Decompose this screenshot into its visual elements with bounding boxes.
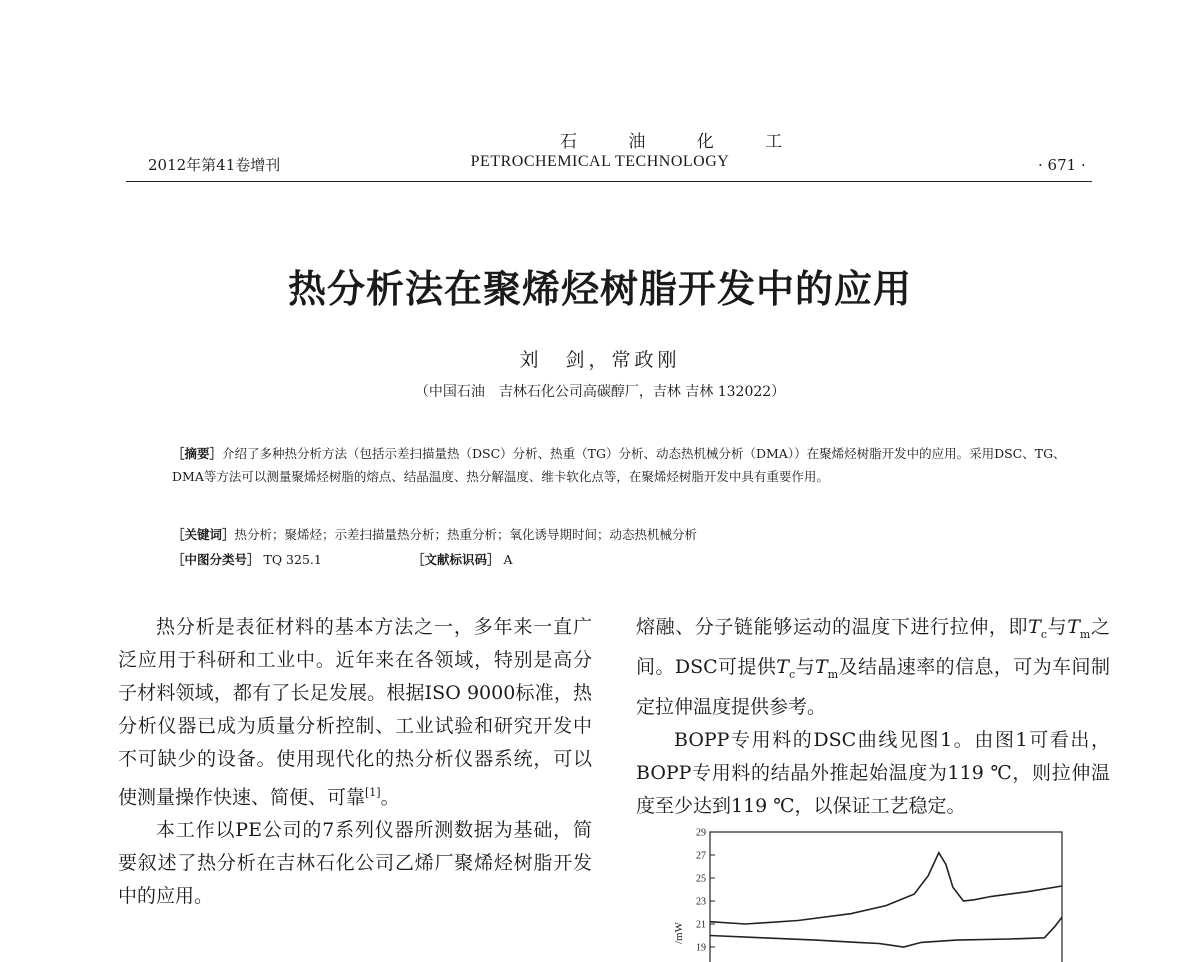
tm-sub: m bbox=[1079, 627, 1091, 641]
page-number: · 671 · bbox=[1038, 156, 1086, 174]
right-p1-b: 之间。DSC可提供 bbox=[636, 616, 1110, 678]
series-line-cooling bbox=[710, 853, 1062, 924]
keywords-text: 热分析；聚烯烃；示差扫描量热分析；热重分析；氧化诱导期时间；动态热机械分析 bbox=[234, 527, 698, 542]
tm-sub-2: m bbox=[827, 667, 839, 681]
abstract-text: 介绍了多种热分析方法（包括示差扫描量热（DSC）分析、热重（TG）分析、动态热机械分析（DMA））在聚烯烃树脂开发中的应用。采用DSC、TG、DMA等方法可以测量聚烯烃树脂的熔点、结晶温度、热分解温度、维卡软化点等，在聚烯烃树脂开发中具有重要作用。 bbox=[172, 446, 1066, 484]
y-tick-label: 27 bbox=[696, 850, 706, 862]
left-paragraph-1 bbox=[118, 611, 592, 814]
keywords-label: ［关键词］ bbox=[172, 527, 235, 542]
abstract bbox=[172, 442, 1072, 488]
journal-title-cn: 石 油 化 工 bbox=[560, 132, 806, 152]
tc-symbol-2: T bbox=[776, 655, 789, 678]
y-tick-label: 25 bbox=[696, 873, 706, 885]
issue-label: 2012年第41卷增刊 bbox=[148, 156, 281, 174]
classification bbox=[172, 550, 322, 568]
y-tick-label: 23 bbox=[696, 896, 706, 908]
y-axis-label: /mW bbox=[673, 922, 685, 944]
dsc-chart bbox=[672, 822, 1072, 962]
left-paragraph-2: 本工作以PE公司的7系列仪器所测数据为基础，简要叙述了热分析在吉林石化公司乙烯厂聚烯烃树脂开发中的应用。 bbox=[118, 819, 592, 908]
y-tick-label: 29 bbox=[696, 827, 706, 839]
doc-code-label: ［文献标识码］ bbox=[412, 552, 500, 567]
left-p1-text: 热分析是表征材料的基本方法之一，多年来一直广泛应用于科研和工业中。近年来在各领域，特别是高分子材料领域，都有了长足发展。根据ISO 9000标准，热分析仪器已成为质量分析控制、工业试验和研究开发中不可缺少的设备。使用现代化的热分析仪器系统，可以使测量操作快速、简便、可靠 bbox=[118, 616, 592, 809]
doc-code-text: A bbox=[503, 552, 513, 567]
right-column bbox=[636, 611, 1110, 823]
left-column bbox=[118, 611, 592, 913]
left-p1-end: 。 bbox=[380, 786, 400, 809]
right-p1-a: 熔融、分子链能够运动的温度下进行拉伸，即 bbox=[636, 616, 1029, 638]
tm-symbol: T bbox=[1067, 616, 1080, 638]
and-1: 与 bbox=[1047, 616, 1068, 638]
right-paragraph-1 bbox=[636, 611, 1110, 724]
tm-symbol-2: T bbox=[815, 655, 828, 678]
authors: 刘 剑，常政刚 bbox=[519, 349, 681, 371]
citation-ref: [1] bbox=[365, 786, 381, 799]
classification-label: ［中图分类号］ bbox=[172, 552, 260, 567]
series-line-heating bbox=[710, 917, 1062, 947]
paper-title: 热分析法在聚烯烃树脂开发中的应用 bbox=[287, 267, 912, 311]
right-paragraph-2: BOPP专用料的DSC曲线见图1。由图1可看出，BOPP专用料的结晶外推起始温度为119 ℃，则拉伸温度至少达到119 ℃，以保证工艺稳定。 bbox=[636, 728, 1110, 817]
y-tick-label: 21 bbox=[696, 919, 706, 931]
journal-title-en: PETROCHEMICAL TECHNOLOGY bbox=[470, 153, 730, 170]
keywords bbox=[172, 525, 697, 543]
right-p1-c: 及结晶速率的信息，可为车间制定拉伸温度提供参考。 bbox=[636, 655, 1110, 718]
plot-frame bbox=[710, 832, 1062, 962]
tc-sub-2: c bbox=[788, 667, 796, 681]
affiliation: （中国石油 吉林石化公司高碳醇厂，吉林 吉林 132022） bbox=[414, 384, 786, 400]
abstract-label: ［摘要］ bbox=[172, 446, 223, 461]
classification-text: TQ 325.1 bbox=[263, 552, 322, 567]
tc-symbol: T bbox=[1028, 616, 1041, 638]
y-tick-label: 19 bbox=[696, 942, 706, 954]
header-rule bbox=[126, 181, 1092, 182]
dsc-figure bbox=[672, 822, 1072, 952]
tc-sub: c bbox=[1040, 627, 1048, 641]
document-code bbox=[412, 550, 513, 568]
and-2: 与 bbox=[795, 655, 815, 678]
